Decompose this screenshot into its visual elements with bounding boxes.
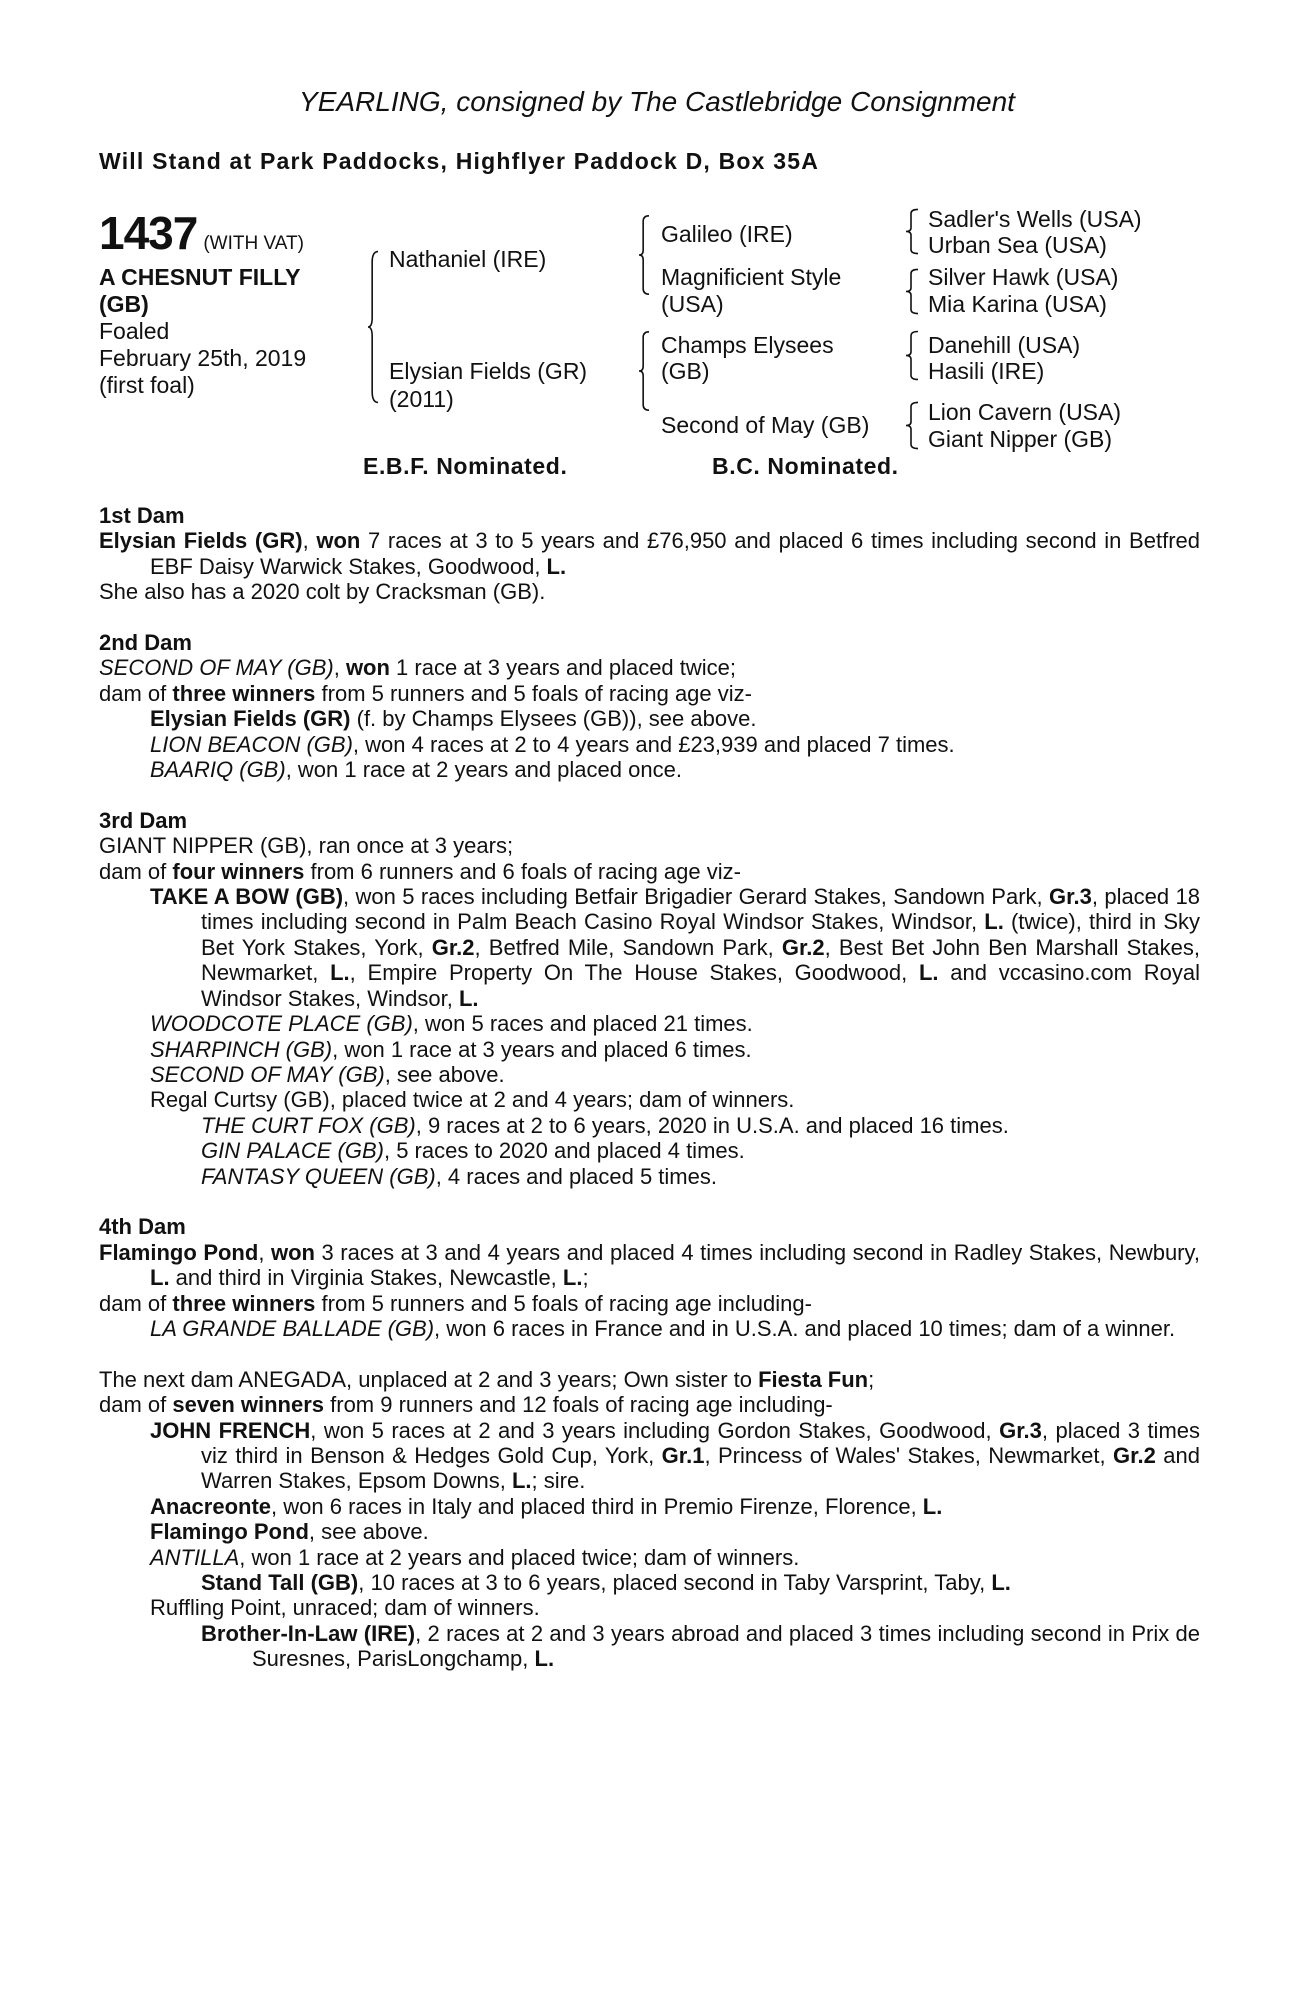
- bold-text: Elysian Fields (GR): [99, 528, 303, 554]
- bold-text: L.: [330, 960, 350, 986]
- consignment-title: YEARLING, consigned by The Castlebridge Consignment: [299, 86, 1015, 117]
- text: ; sire.: [531, 1468, 586, 1494]
- foaled-date: February 25th, 2019: [99, 345, 307, 371]
- section-heading: 1st Dam: [99, 503, 185, 528]
- bold-text: seven winners: [172, 1392, 325, 1418]
- pedigree-brace: [906, 331, 918, 380]
- text: , see above.: [384, 1061, 505, 1087]
- bc-nominated: B.C. Nominated.: [712, 453, 899, 479]
- ebf-nominated: E.B.F. Nominated.: [363, 453, 568, 479]
- italic-text: WOODCOTE PLACE (GB): [150, 1011, 413, 1037]
- text: , 10 races at 3 to 6 years, placed second in Taby Varsprint, Taby,: [358, 1570, 992, 1595]
- text: , placed 3 times viz third in Benson & Hedges Gold Cup, York,: [201, 1417, 1201, 1468]
- foal-note: (first foal): [99, 372, 195, 398]
- ancestor: Hasili (IRE): [928, 358, 1045, 384]
- text: , won 1 race at 3 years and placed 6 times.: [332, 1036, 752, 1062]
- record-entry: [99, 1164, 1200, 1189]
- italic-text: ANTILLA: [150, 1544, 240, 1570]
- record-entry: [99, 884, 1200, 1011]
- bold-text: L.: [546, 553, 567, 579]
- text: , won 1 race at 2 years and placed twice; dam of winners.: [239, 1544, 800, 1570]
- dam-section: [99, 1214, 1200, 1341]
- sire-dam-country: (USA): [661, 291, 724, 317]
- text: , Princess of Wales' Stakes, Newmarket,: [704, 1442, 1114, 1468]
- ancestor: Silver Hawk (USA): [928, 264, 1119, 290]
- text: , won 5 races at 2 and 3 years including Gordon Stakes, Goodwood,: [310, 1417, 1000, 1443]
- italic-text: LA GRANDE BALLADE (GB): [150, 1315, 435, 1341]
- lot-description: A CHESNUT FILLY: [99, 264, 301, 290]
- bold-text: L.: [511, 1468, 532, 1494]
- bold-text: Gr.2: [431, 934, 475, 960]
- lot-number: [99, 206, 304, 260]
- text: ;: [582, 1265, 589, 1291]
- bold-text: three winners: [172, 1290, 316, 1316]
- text: , 9 races at 2 to 6 years, 2020 in U.S.A. and placed 16 times.: [415, 1112, 1009, 1138]
- text: (f. by Champs Elysees (GB)), see above.: [350, 706, 757, 732]
- italic-text: LION BEACON (GB): [150, 731, 353, 757]
- record-entry: [99, 1291, 1200, 1316]
- bold-text: Brother-In-Law (IRE): [201, 1620, 416, 1646]
- pedigree-brace: [906, 269, 918, 314]
- bold-text: Flamingo Pond: [150, 1519, 309, 1545]
- text: ,: [258, 1239, 271, 1265]
- text: GIANT NIPPER (GB), ran once at 3 years;: [99, 833, 514, 859]
- bold-text: Stand Tall (GB): [201, 1570, 359, 1595]
- text: , won 4 races at 2 to 4 years and £23,939 and placed 7 times.: [352, 731, 955, 757]
- ancestor: Lion Cavern (USA): [928, 399, 1122, 425]
- section-heading: 3rd Dam: [99, 807, 188, 833]
- pedigree-brace: [639, 215, 649, 295]
- pedigree-brace: [906, 402, 918, 449]
- ancestor: Mia Karina (USA): [928, 291, 1107, 317]
- record-entry: [99, 859, 1200, 884]
- bold-text: won: [345, 655, 390, 681]
- bold-text: L.: [562, 1265, 583, 1291]
- bold-text: Flamingo Pond: [99, 1239, 259, 1265]
- bold-text: Gr.3: [1049, 884, 1092, 910]
- record-entry: [99, 1494, 1200, 1519]
- dam-year: (2011): [389, 386, 454, 412]
- text: She also has a 2020 colt by Cracksman (GB).: [99, 579, 546, 605]
- text: and third in Virginia Stakes, Newcastle,: [169, 1265, 563, 1291]
- text: and Warren Stakes, Epsom Downs,: [201, 1442, 1200, 1494]
- record-entry: [99, 732, 1200, 757]
- dam-sire-country: (GB): [661, 358, 710, 384]
- record-entry: [99, 757, 1200, 782]
- record-entry: [99, 1240, 1200, 1291]
- italic-text: SECOND OF MAY (GB): [99, 655, 334, 681]
- italic-text: SHARPINCH (GB): [150, 1036, 333, 1062]
- record-entry: [99, 706, 1200, 731]
- text: , won 1 race at 2 years and placed once.: [285, 757, 682, 783]
- bold-text: Gr.2: [781, 934, 825, 960]
- text: ,: [333, 655, 346, 681]
- italic-text: BAARIQ (GB): [150, 757, 286, 783]
- text: dam of: [99, 1290, 173, 1316]
- bold-text: four winners: [172, 858, 305, 884]
- text: , won 5 races and placed 21 times.: [412, 1011, 753, 1037]
- bold-text: L.: [150, 1265, 170, 1291]
- bold-text: L.: [534, 1646, 555, 1672]
- text: 7 races at 3 to 5 years and £76,950 and placed 6 times including second in Betfred EBF Daisy Warwick Stakes, Goodwood,: [150, 528, 1200, 579]
- record-entry: [99, 1418, 1200, 1494]
- dam-dam: Second of May (GB): [661, 412, 870, 438]
- bold-text: L.: [922, 1493, 943, 1519]
- text: , Best Bet John Ben Marshall Stakes, Newmarket,: [201, 934, 1201, 986]
- stabling-location: Will Stand at Park Paddocks, Highflyer Paddock D, Box 35A: [99, 148, 820, 174]
- record-entry: [99, 1087, 1200, 1112]
- bold-text: L.: [458, 985, 479, 1011]
- italic-text: FANTASY QUEEN (GB): [201, 1163, 436, 1189]
- text: from 5 runners and 5 foals of racing age including-: [315, 1290, 812, 1316]
- pedigree-brace: [368, 250, 378, 404]
- text: , won 6 races in France and in U.S.A. and placed 10 times; dam of a winner.: [434, 1315, 1176, 1341]
- record-entry: [99, 1570, 1200, 1595]
- bold-text: won: [270, 1239, 315, 1265]
- text: , placed 18 times including second in Palm Beach Casino Royal Windsor Stakes, Windsor,: [201, 884, 1200, 935]
- text: ,: [302, 528, 317, 554]
- bold-text: L.: [984, 909, 1004, 935]
- sire: Nathaniel (IRE): [389, 246, 547, 272]
- text: , won 5 races including Betfair Brigadier Gerard Stakes, Sandown Park,: [343, 884, 1050, 910]
- record-entry: [99, 1037, 1200, 1062]
- text: 3 races at 3 and 4 years and placed 4 times including second in Radley Stakes, Newbury,: [314, 1239, 1200, 1265]
- text: , 4 races and placed 5 times.: [435, 1163, 717, 1189]
- section-heading: 4th Dam: [99, 1214, 186, 1240]
- text: dam of: [99, 680, 173, 706]
- text: 1 race at 3 years and placed twice;: [389, 655, 737, 681]
- record-entry: [99, 1011, 1200, 1036]
- italic-text: THE CURT FOX (GB): [201, 1112, 416, 1138]
- record-entry: [99, 1316, 1200, 1341]
- record-entry: [99, 1138, 1200, 1163]
- ancestor: Danehill (USA): [928, 332, 1081, 358]
- lot-description-country: (GB): [99, 291, 149, 317]
- bold-text: JOHN FRENCH: [150, 1417, 311, 1443]
- dam-section: [99, 503, 1200, 605]
- text: , see above.: [308, 1519, 429, 1545]
- text: and vccasino.com Royal Windsor Stakes, Windsor,: [201, 960, 1200, 1011]
- record-entry: [99, 1367, 1200, 1392]
- bold-text: Gr.2: [1113, 1442, 1156, 1468]
- bold-text: won: [316, 528, 361, 554]
- record-entry: [99, 1595, 1200, 1620]
- pedigree-brace: [906, 209, 918, 254]
- bold-text: Gr.3: [999, 1417, 1042, 1443]
- text: dam of: [99, 1392, 173, 1418]
- record-entry: [99, 1392, 1200, 1417]
- text: from 6 runners and 6 foals of racing age viz-: [304, 858, 741, 884]
- dam-section: [99, 1367, 1200, 1672]
- ancestor: Sadler's Wells (USA): [928, 206, 1142, 232]
- record-entry: [99, 833, 1200, 858]
- record-entry: [99, 1062, 1200, 1087]
- ancestor: Urban Sea (USA): [928, 232, 1107, 258]
- bold-text: L.: [918, 960, 939, 986]
- vat-note: (WITH VAT): [203, 233, 304, 254]
- ancestor: Giant Nipper (GB): [928, 426, 1113, 452]
- text: , 2 races at 2 and 3 years abroad and placed 3 times including second in Prix de Suresnes, ParisLongchamp,: [252, 1620, 1200, 1672]
- italic-text: SECOND OF MAY (GB): [150, 1061, 385, 1087]
- sire-dam: Magnificient Style: [661, 264, 842, 290]
- text: from 9 runners and 12 foals of racing age including-: [324, 1392, 833, 1418]
- dam-section: [99, 630, 1200, 782]
- produce-record: [99, 503, 1200, 1697]
- dam-section: [99, 808, 1200, 1189]
- foaled-label: Foaled: [99, 318, 170, 344]
- record-entry: [99, 1621, 1200, 1672]
- record-entry: [99, 1545, 1200, 1570]
- text: Ruffling Point, unraced; dam of winners.: [150, 1595, 540, 1621]
- text: dam of: [99, 858, 173, 884]
- text: , 5 races to 2020 and placed 4 times.: [383, 1138, 745, 1164]
- text: , won 6 races in Italy and placed third in Premio Firenze, Florence,: [271, 1493, 923, 1519]
- dam-sire: Champs Elysees: [661, 332, 834, 358]
- section-heading: 2nd Dam: [99, 630, 192, 656]
- italic-text: GIN PALACE (GB): [201, 1138, 384, 1164]
- record-entry: [99, 1113, 1200, 1138]
- sire-sire: Galileo (IRE): [661, 221, 793, 247]
- pedigree-brace: [639, 331, 649, 411]
- dam: Elysian Fields (GR): [389, 358, 588, 384]
- bold-text: Anacreonte: [150, 1493, 272, 1519]
- record-entry: [99, 655, 1200, 680]
- text: ;: [868, 1366, 875, 1392]
- bold-text: Gr.1: [661, 1442, 705, 1468]
- text: , Betfred Mile, Sandown Park,: [474, 934, 782, 960]
- record-entry: [99, 681, 1200, 706]
- bold-text: three winners: [172, 680, 316, 706]
- text: , Empire Property On The House Stakes, Goodwood,: [349, 960, 919, 986]
- record-entry: [99, 579, 1200, 604]
- text: (twice), third in Sky Bet York Stakes, York,: [201, 909, 1200, 960]
- text: from 5 runners and 5 foals of racing age viz-: [315, 680, 752, 706]
- text: Regal Curtsy (GB), placed twice at 2 and 4 years; dam of winners.: [150, 1087, 795, 1113]
- bold-text: TAKE A BOW (GB): [150, 884, 344, 910]
- record-entry: [99, 1519, 1200, 1544]
- lot-number-value: 1437: [99, 207, 198, 259]
- record-entry: [99, 528, 1200, 579]
- bold-text: Elysian Fields (GR): [150, 706, 351, 732]
- bold-text: L.: [991, 1570, 1011, 1595]
- text: The next dam ANEGADA, unplaced at 2 and 3 years; Own sister to: [99, 1366, 759, 1392]
- bold-text: Fiesta Fun: [758, 1366, 869, 1392]
